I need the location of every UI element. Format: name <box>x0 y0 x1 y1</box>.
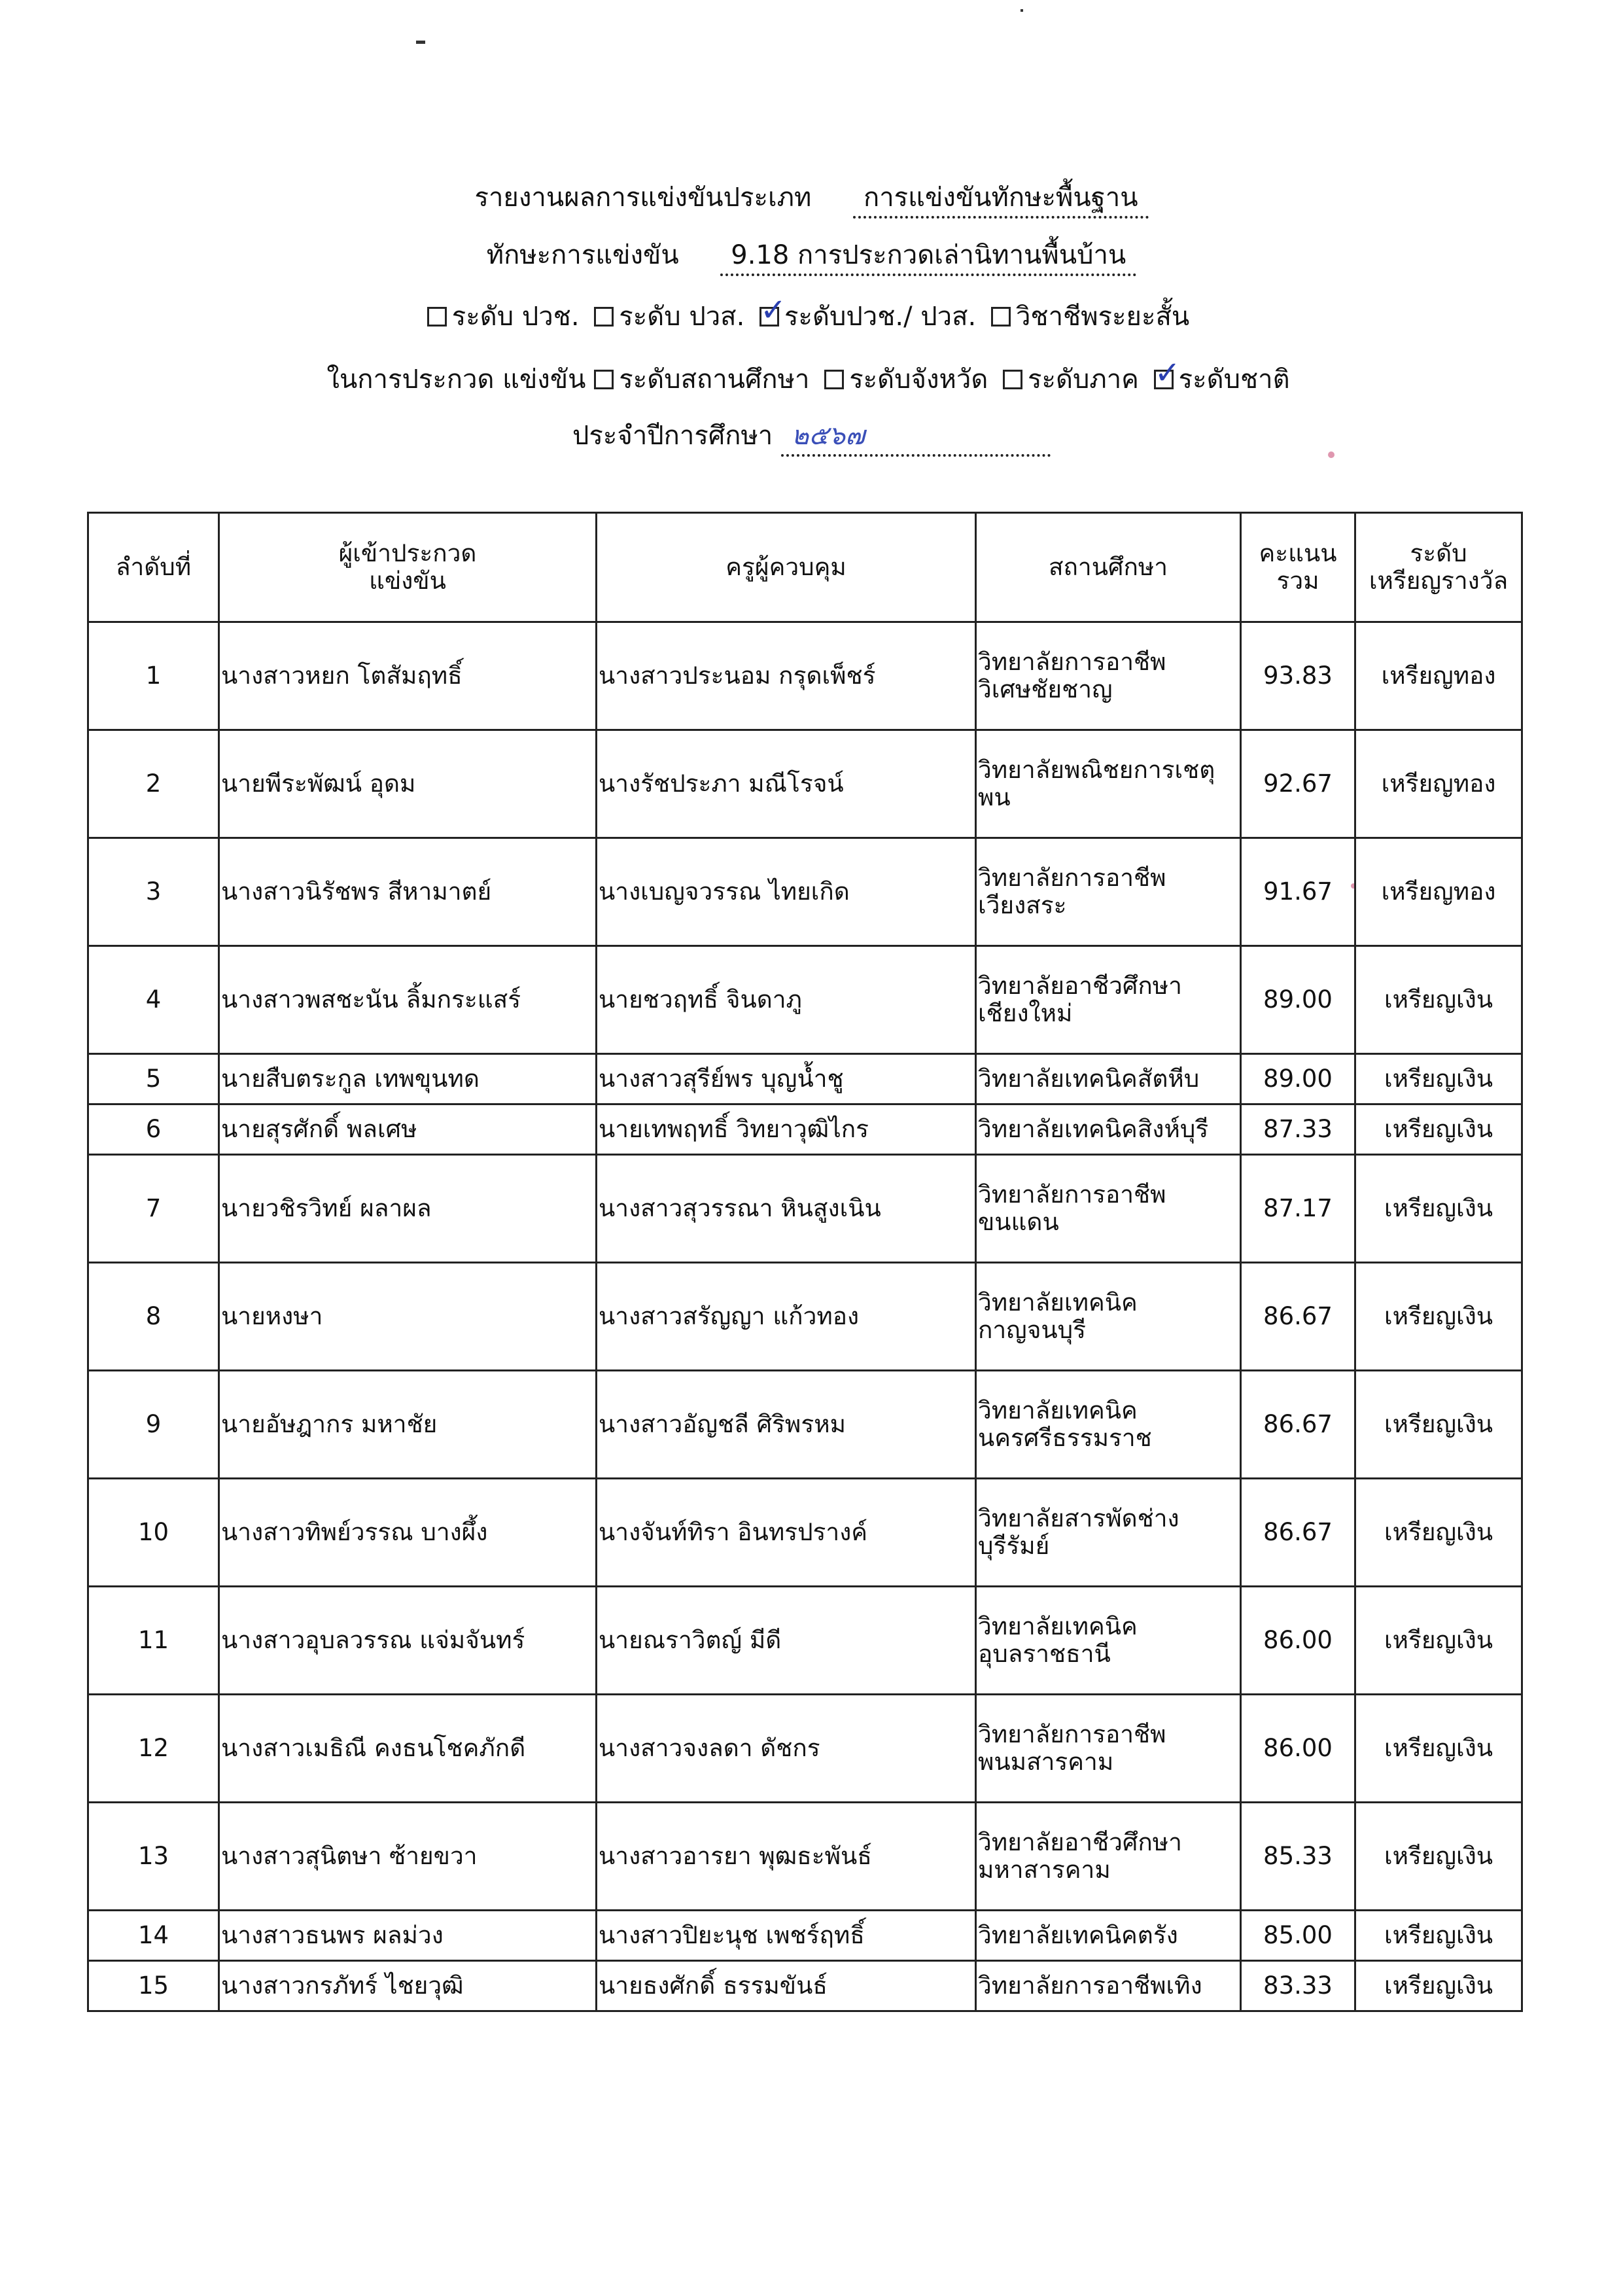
competition-level-line <box>0 360 1623 399</box>
medal: เหรียญเงิน <box>1355 1695 1522 1803</box>
medal: เหรียญเงิน <box>1355 1911 1522 1961</box>
row-no: 5 <box>88 1054 219 1104</box>
medal: เหรียญเงิน <box>1355 1479 1522 1587</box>
header-medal: ระดับ เหรียญรางวัล <box>1355 513 1522 622</box>
table-row <box>88 1054 1522 1104</box>
academic-year-field <box>781 417 1051 457</box>
score: 89.00 <box>1241 1054 1355 1104</box>
score: 91.67 <box>1241 838 1355 946</box>
school-name: วิทยาลัยพณิชยการเชตุ พน <box>976 730 1241 838</box>
school-name: วิทยาลัยการอาชีพ วิเศษชัยชาญ <box>976 622 1241 730</box>
report-type-label: รายงานผลการแข่งขันประเภท <box>474 183 812 213</box>
header-no: ลำดับที่ <box>88 513 219 622</box>
level-option-label: ระดับ ปวส. <box>619 302 745 332</box>
medal: เหรียญเงิน <box>1355 1104 1522 1155</box>
score: 85.00 <box>1241 1911 1355 1961</box>
teacher-name: นายเทพฤทธิ์ วิทยาวุฒิไกร <box>597 1104 976 1155</box>
teacher-name: นางสาวสุวรรณา หินสูงเนิน <box>597 1155 976 1263</box>
level-option-label: ระดับปวช./ ปวส. <box>784 302 977 332</box>
teacher-name: นายชวฤทธิ์ จินดาภู <box>597 946 976 1054</box>
teacher-name: นางสาวปิยะนุช เพชร์ฤทธิ์ <box>597 1911 976 1961</box>
score: 86.67 <box>1241 1371 1355 1479</box>
contestant-name: นางสาวอุบลวรรณ แจ่มจันทร์ <box>219 1587 597 1695</box>
row-no: 12 <box>88 1695 219 1803</box>
table-row <box>88 1155 1522 1263</box>
checkbox[interactable] <box>427 307 447 327</box>
table-row <box>88 838 1522 946</box>
school-name: วิทยาลัยการอาชีพ เวียงสระ <box>976 838 1241 946</box>
academic-year-line <box>0 416 1623 457</box>
results-table <box>87 512 1523 2012</box>
contestant-name: นางสาวพสชะนัน ลิ้มกระแสร์ <box>219 946 597 1054</box>
contestant-name: นางสาวสุนิตษา ซ้ายขวา <box>219 1803 597 1911</box>
contestant-name: นางสาวทิพย์วรรณ บางผึ้ง <box>219 1479 597 1587</box>
table-header-row <box>88 513 1522 622</box>
medal: เหรียญทอง <box>1355 730 1522 838</box>
contestant-name: นายสุรศักดิ์ พลเศษ <box>219 1104 597 1155</box>
score: 85.33 <box>1241 1803 1355 1911</box>
school-name: วิทยาลัยการอาชีพ ขนแดน <box>976 1155 1241 1263</box>
level-options-line <box>0 297 1623 336</box>
school-name: วิทยาลัยเทคนิคตรัง <box>976 1911 1241 1961</box>
level-option-high-vocational[interactable] <box>594 297 744 336</box>
school-name: วิทยาลัยเทคนิค อุบลราชธานี <box>976 1587 1241 1695</box>
table-row <box>88 1263 1522 1371</box>
score: 83.33 <box>1241 1961 1355 2011</box>
row-no: 9 <box>88 1371 219 1479</box>
scan-speck <box>1021 9 1023 12</box>
contestant-name: นางสาวหยก โตสัมฤทธิ์ <box>219 622 597 730</box>
score: 86.00 <box>1241 1587 1355 1695</box>
checkbox[interactable] <box>991 307 1011 327</box>
school-name: วิทยาลัยเทคนิค นครศรีธรรมราช <box>976 1371 1241 1479</box>
checkbox[interactable] <box>594 307 614 327</box>
row-no: 7 <box>88 1155 219 1263</box>
contestant-name: นางสาวธนพร ผลม่วง <box>219 1911 597 1961</box>
teacher-name: นางสาวสรัญญา แก้วทอง <box>597 1263 976 1371</box>
academic-year-value: ๒๕๖๗ <box>791 421 865 451</box>
score: 86.67 <box>1241 1479 1355 1587</box>
table-row <box>88 1104 1522 1155</box>
medal: เหรียญทอง <box>1355 838 1522 946</box>
row-no: 3 <box>88 838 219 946</box>
teacher-name: นางสาวอารยา พุฒธะพันธ์ <box>597 1803 976 1911</box>
competition-label: ในการประกวด แข่งขัน <box>326 364 586 395</box>
row-no: 2 <box>88 730 219 838</box>
level-option-label: ระดับ ปวช. <box>451 302 580 332</box>
score: 86.67 <box>1241 1263 1355 1371</box>
medal: เหรียญเงิน <box>1355 1803 1522 1911</box>
checkbox[interactable] <box>1003 370 1022 389</box>
row-no: 1 <box>88 622 219 730</box>
row-no: 8 <box>88 1263 219 1371</box>
header-teacher: ครูผู้ควบคุม <box>597 513 976 622</box>
teacher-name: นางสาวประนอม กรุดเพ็ชร์ <box>597 622 976 730</box>
contestant-name: นายสืบตระกูล เทพขุนทด <box>219 1054 597 1104</box>
row-no: 15 <box>88 1961 219 2011</box>
table-row <box>88 1695 1522 1803</box>
level-option-label: วิชาชีพระยะสั้น <box>1015 302 1190 332</box>
school-name: วิทยาลัยเทคนิคสิงห์บุรี <box>976 1104 1241 1155</box>
row-no: 14 <box>88 1911 219 1961</box>
skill-label: ทักษะการแข่งขัน <box>486 240 679 270</box>
table-row <box>88 946 1522 1054</box>
header-score: คะแนน รวม <box>1241 513 1355 622</box>
medal: เหรียญเงิน <box>1355 1587 1522 1695</box>
competition-option-school[interactable] <box>594 360 809 399</box>
checked-checkbox[interactable] <box>1154 370 1174 389</box>
competition-option-label: ระดับภาค <box>1028 364 1139 395</box>
table-row <box>88 1587 1522 1695</box>
score: 89.00 <box>1241 946 1355 1054</box>
school-name: วิทยาลัยการอาชีพเทิง <box>976 1961 1241 2011</box>
table-row <box>88 730 1522 838</box>
medal: เหรียญเงิน <box>1355 1371 1522 1479</box>
school-name: วิทยาลัยเทคนิค กาญจนบุรี <box>976 1263 1241 1371</box>
school-name: วิทยาลัยอาชีวศึกษา เชียงใหม่ <box>976 946 1241 1054</box>
row-no: 10 <box>88 1479 219 1587</box>
score: 87.33 <box>1241 1104 1355 1155</box>
score: 87.17 <box>1241 1155 1355 1263</box>
teacher-name: นางจันท์ทิรา อินทรปรางค์ <box>597 1479 976 1587</box>
competition-option-label: ระดับสถานศึกษา <box>619 364 810 395</box>
table-row <box>88 1371 1522 1479</box>
teacher-name: นายณราวิตญ์ มีดี <box>597 1587 976 1695</box>
medal: เหรียญเงิน <box>1355 1155 1522 1263</box>
contestant-name: นายพีระพัฒน์ อุดม <box>219 730 597 838</box>
teacher-name: นางเบญจวรรณ ไทยเกิด <box>597 838 976 946</box>
table-row <box>88 1961 1522 2011</box>
medal: เหรียญเงิน <box>1355 946 1522 1054</box>
competition-option-province[interactable] <box>824 360 988 399</box>
score: 93.83 <box>1241 622 1355 730</box>
row-no: 13 <box>88 1803 219 1911</box>
table-row <box>88 1803 1522 1911</box>
school-name: วิทยาลัยเทคนิคสัตหีบ <box>976 1054 1241 1104</box>
competition-option-label: ระดับจังหวัด <box>849 364 988 395</box>
header-contestant: ผู้เข้าประกวด แข่งขัน <box>219 513 597 622</box>
medal: เหรียญทอง <box>1355 622 1522 730</box>
competition-option-label: ระดับชาติ <box>1178 364 1290 395</box>
school-name: วิทยาลัยสารพัดช่าง บุรีรัมย์ <box>976 1479 1241 1587</box>
competition-option-national[interactable] <box>1154 360 1290 399</box>
medal: เหรียญเงิน <box>1355 1961 1522 2011</box>
competition-option-region[interactable] <box>1003 360 1139 399</box>
row-no: 6 <box>88 1104 219 1155</box>
level-option-vocational-cert[interactable] <box>427 297 580 336</box>
contestant-name: นายหงษา <box>219 1263 597 1371</box>
table-row <box>88 1911 1522 1961</box>
teacher-name: นางสาวอัญชลี ศิริพรหม <box>597 1371 976 1479</box>
level-option-short-course[interactable] <box>991 297 1189 336</box>
table-row <box>88 622 1522 730</box>
checked-checkbox[interactable] <box>759 307 779 327</box>
teacher-name: นายธงศักดิ์ ธรรมขันธ์ <box>597 1961 976 2011</box>
contestant-name: นางสาวนิรัชพร สีหามาตย์ <box>219 838 597 946</box>
score: 92.67 <box>1241 730 1355 838</box>
skill-value: 9.18 การประกวดเล่านิทานพื้นบ้าน <box>720 237 1136 276</box>
teacher-name: นางสาวจงลดา ดัชกร <box>597 1695 976 1803</box>
contestant-name: นางสาวกรภัทร์ ไชยวุฒิ <box>219 1961 597 2011</box>
score: 86.00 <box>1241 1695 1355 1803</box>
checkbox[interactable] <box>824 370 844 389</box>
academic-year-label: ประจำปีการศึกษา <box>572 421 773 451</box>
table-row <box>88 1479 1522 1587</box>
contestant-name: นายวชิรวิทย์ ผลาผล <box>219 1155 597 1263</box>
medal: เหรียญเงิน <box>1355 1054 1522 1104</box>
report-type-value: การแข่งขันทักษะพื้นฐาน <box>853 179 1149 219</box>
teacher-name: นางรัชประภา มณีโรจน์ <box>597 730 976 838</box>
header-school: สถานศึกษา <box>976 513 1241 622</box>
contestant-name: นางสาวเมธิณี คงธนโชคภักดี <box>219 1695 597 1803</box>
scan-speck <box>416 41 425 44</box>
row-no: 11 <box>88 1587 219 1695</box>
row-no: 4 <box>88 946 219 1054</box>
school-name: วิทยาลัยอาชีวศึกษา มหาสารคาม <box>976 1803 1241 1911</box>
teacher-name: นางสาวสุรีย์พร บุญน้ำชู <box>597 1054 976 1104</box>
report-title-line <box>0 178 1623 219</box>
skill-line <box>0 236 1623 276</box>
medal: เหรียญเงิน <box>1355 1263 1522 1371</box>
school-name: วิทยาลัยการอาชีพ พนมสารคาม <box>976 1695 1241 1803</box>
checkbox[interactable] <box>594 370 614 389</box>
level-option-both[interactable] <box>759 297 976 336</box>
contestant-name: นายอัษฎากร มหาชัย <box>219 1371 597 1479</box>
